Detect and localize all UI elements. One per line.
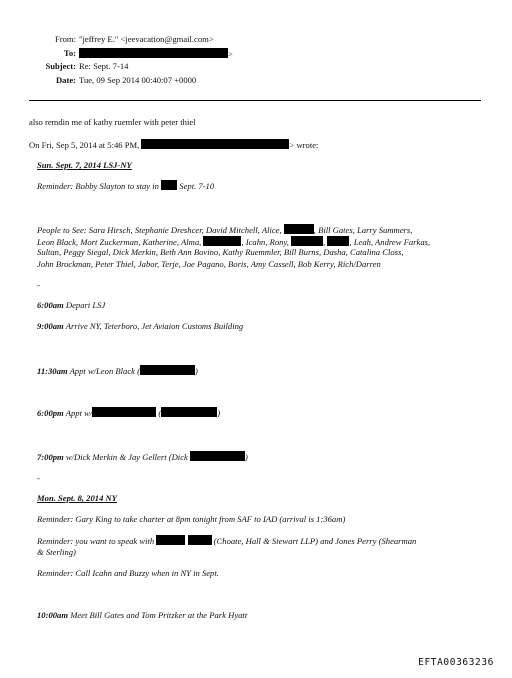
people-text: , Icahn, Rony, [241, 236, 289, 247]
day-heading: Mon. Sept. 8, 2014 NY [37, 493, 117, 503]
schedule-entry [37, 451, 248, 463]
redaction-bar [291, 236, 326, 247]
separator-dash: - [37, 280, 40, 290]
from-value: "jeffrey E." <jeevacation@gmail.com> [79, 34, 214, 44]
entry-text: w/Dick Merkin & Jay Gellert (Dick [65, 452, 188, 462]
schedule-entry [37, 300, 105, 311]
subject-label: Subject: [45, 61, 76, 71]
entry-time: 6:00pm [37, 408, 64, 418]
people-line: John Brockman, Peter Thiel, Jabor, Terje, Joe Pagano, Boris, Amy Cassell, Bob Kerry, Rich/Darren [37, 258, 381, 269]
reminder-line: Reminder: Gary King to take charter at 8pm tonight from SAF to IAD (arrival is 1:36am) [37, 514, 346, 524]
people-line [37, 224, 412, 236]
quote-prefix: On Fri, Sep 5, 2014 at 5:46 PM, [29, 140, 140, 150]
people-text: People to See: Sara Hirsch, Stephanie Dreshcer, David Mitchell, Alice, [37, 225, 282, 235]
people-line: Sultan, Peggy Siegal, Dick Merkin, Beth Ann Bovino, Kathy Ruemmler, Bill Burns, Dasha, Catalina Closs, [37, 247, 404, 257]
entry-time: 11:30am [37, 366, 68, 376]
redaction-bar [140, 365, 195, 375]
entry-time: 10:00am [37, 610, 69, 620]
redaction-bar [79, 48, 228, 58]
entry-text: ) [217, 408, 221, 418]
people-text: Leon Black, Mort Zuckerman, Katherine, Alma, [37, 236, 202, 247]
entry-text: Meet Bill Gates and Tom Pritzker at the Park Hyatt [70, 610, 248, 620]
entry-text: ) [244, 452, 248, 462]
redaction-bar [141, 139, 289, 149]
redaction-bar [92, 407, 156, 417]
quote-suffix: > wrote: [289, 140, 319, 150]
entry-time: 6:00am [37, 300, 64, 310]
schedule-entry [37, 407, 220, 419]
entry-text: Depart LSJ [65, 300, 106, 310]
entry-text: ) [194, 366, 198, 376]
entry-time: 7:00pm [37, 452, 64, 462]
schedule-entry [37, 321, 243, 332]
redaction-bar [190, 451, 245, 461]
separator-dash: - [37, 473, 40, 483]
redaction-bar [161, 407, 217, 417]
redaction-bar [161, 180, 177, 190]
to-label: To: [63, 47, 76, 58]
day-heading: Sun. Sept. 7, 2014 LSJ-NY [37, 160, 132, 170]
reminder-text: Reminder: you want to speak with [37, 536, 155, 546]
reminder-line: & Sterling) [37, 546, 76, 557]
redaction-bar [203, 236, 241, 246]
to-value [79, 48, 233, 60]
entry-text: ( [158, 408, 162, 418]
people-text: , [323, 236, 326, 247]
reply-text: also remdin me of kathy ruemler with peter thiel [29, 117, 196, 127]
reminder-text: (Choate, Hall & Stewart LLP) and Jones Perry (Shearman [213, 536, 417, 546]
redaction-bar [156, 535, 185, 545]
date-value: Tue, 09 Sep 2014 00:40:07 +0000 [79, 74, 197, 85]
people-text: , Bill Gates, Larry Summers, [313, 225, 413, 235]
reminder-line [37, 180, 214, 192]
reminder-line [37, 535, 416, 547]
quote-attribution [29, 139, 318, 151]
redaction-bar [327, 236, 349, 246]
reminder-text: Reminder: Bobby Slayton to stay in [37, 181, 159, 191]
people-line [37, 236, 430, 248]
schedule-entry [37, 610, 247, 621]
reminder-line: Reminder: Call Icahn and Buzzy when in NY in Sept. [37, 568, 219, 578]
to-suffix: > [228, 48, 233, 59]
redaction-bar [284, 224, 314, 234]
date-label: Date: [55, 74, 76, 85]
entry-text: Appt w/Leon Black ( [69, 366, 140, 376]
header-divider [29, 100, 481, 101]
redaction-bar [188, 535, 212, 545]
subject-value: Re: Sept. 7-14 [79, 61, 129, 71]
entry-text: Appt w/ [65, 408, 93, 418]
document-id: EFTA00363236 [418, 657, 494, 668]
reminder-text: Sept. 7-10 [179, 181, 215, 191]
entry-time: 9:00am [37, 321, 64, 331]
schedule-entry [37, 365, 198, 377]
people-text: , Leah, Andrew Farkas, [349, 236, 431, 247]
entry-text: Arrive NY, Teterboro, Jet Aviaion Customs Building [65, 321, 244, 331]
from-label: From: [54, 34, 76, 44]
